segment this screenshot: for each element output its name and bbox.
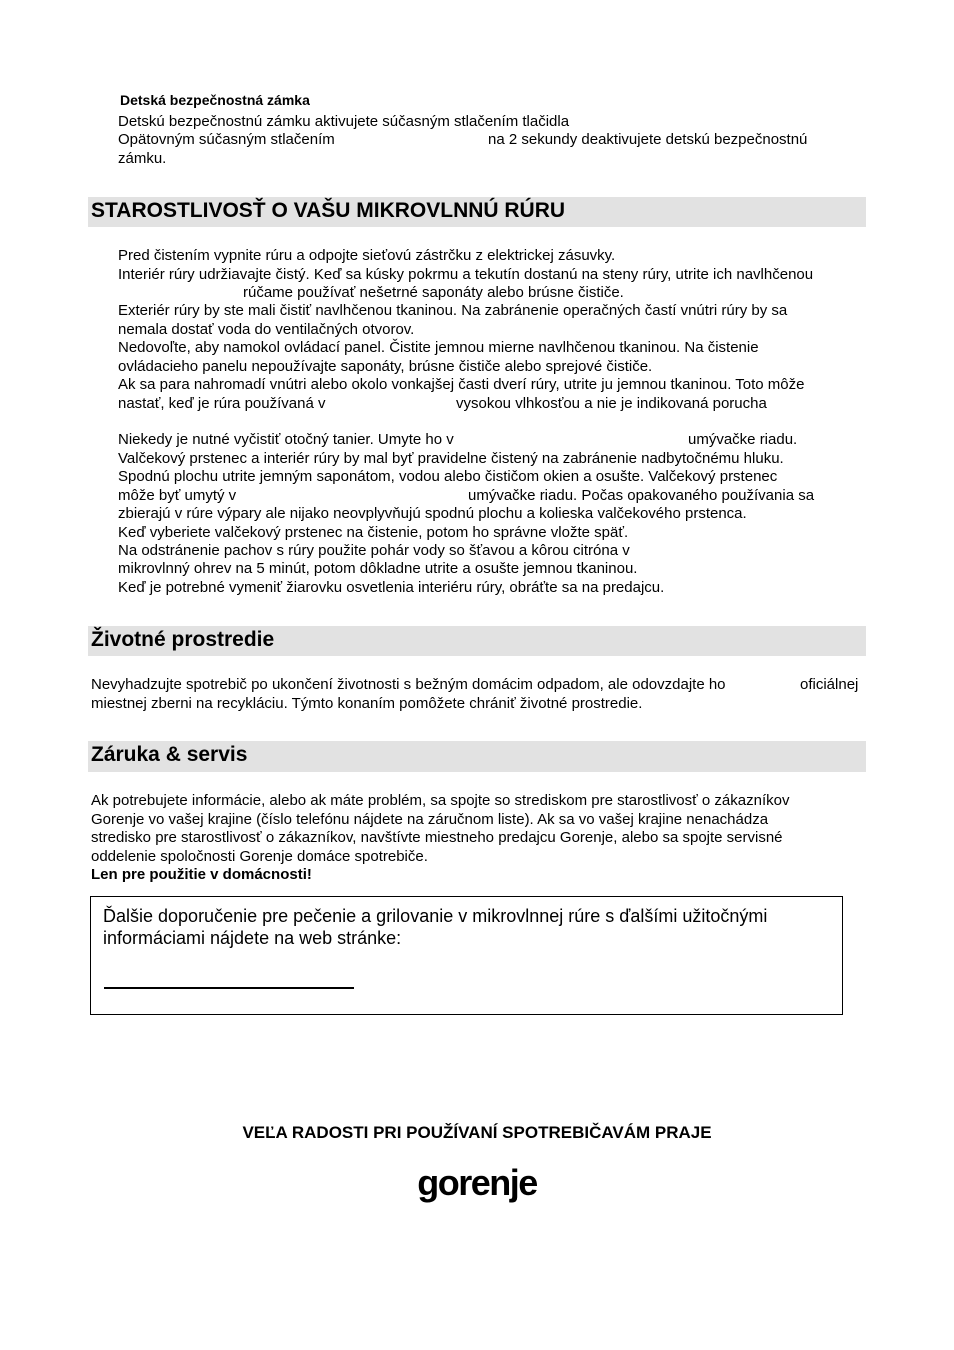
care-line-16: Na odstránenie pachov s rúry použite pohár vody so šťavou a kôrou citróna v xyxy=(118,542,630,559)
gorenje-logo: gorenje xyxy=(417,1162,537,1203)
env-line-1a: Nevyhadzujte spotrebič po ukončení životnosti s bežným domácim odpadom, ale odovzdajte ho xyxy=(91,676,726,693)
care-line-12: Spodnú plochu utrite jemným saponátom, vodou alebo čističom okien a osušte. Valčekový prstenec xyxy=(118,468,778,485)
warranty-line-3: stredisko pre starostlivosť o zákazníkov, navštívte miestneho predajcu Gorenje, alebo sa spojte servisné xyxy=(91,829,783,846)
lock-line-1: Detskú bezpečnostnú zámku aktivujete súčasným stlačením tlačidla xyxy=(118,113,570,130)
care-line-10b: umývačke riadu. xyxy=(688,431,798,448)
warranty-line-1: Ak potrebujete informácie, alebo ak máte problém, sa spojte so strediskom pre starostlivosť o zákazníkov xyxy=(91,792,790,809)
care-line-14: zbierajú v rúre výpary ale nijako neovplyvňujú spodnú plochu a kolieska valčekového prstenca. xyxy=(118,505,747,522)
care-line-11: Valčekový prstenec a interiér rúry by mal byť pravidelne čistený na zabránenie nadbytočnému hluku. xyxy=(118,450,784,467)
care-line-7: ovládacieho panelu nepoužívajte saponáty, brúsne čističe alebo sprejové čističe. xyxy=(118,358,653,375)
care-line-10a: Niekedy je nutné vyčistiť otočný tanier. Umyte ho v xyxy=(118,431,454,448)
box-line-1: Ďalšie doporučenie pre pečenie a grilovanie v mikrovlnnej rúre s ďalšími užitočnými xyxy=(103,906,768,926)
warranty-line-5: Len pre použitie v domácnosti! xyxy=(91,866,312,883)
env-heading: Životné prostredie xyxy=(91,628,275,651)
care-line-3: rúčame používať nešetrné saponáty alebo brúsne čističe. xyxy=(243,284,624,301)
env-heading-bar xyxy=(88,626,866,656)
care-line-18: Keď je potrebné vymeniť žiarovku osvetlenia interiéru rúry, obráťte sa na predajcu. xyxy=(118,579,665,596)
env-line-1b: oficiálnej xyxy=(800,676,859,693)
care-line-5: nemala dostať voda do ventilačných otvorov. xyxy=(118,321,415,338)
warranty-line-2: Gorenje vo vašej krajine (číslo telefónu nájdete na záručnom liste). Ak sa vo vašej krajine nenachádza xyxy=(91,811,769,828)
care-heading-bar xyxy=(88,197,866,227)
care-line-9a: nastať, keď je rúra používaná v xyxy=(118,395,326,412)
care-line-15: Keď vyberiete valčekový prstenec na čistenie, potom ho správne vložte späť. xyxy=(118,524,629,541)
lock-title: Detská bezpečnostná zámka xyxy=(120,92,310,108)
lock-line-2b: na 2 sekundy deaktivujete detskú bezpečnostnú xyxy=(488,131,808,148)
env-line-2: miestnej zberni na recykláciu. Týmto konaním pomôžete chrániť životné prostredie. xyxy=(91,695,643,712)
care-line-6: Nedovoľte, aby namokol ovládací panel. Čistite jemnou mierne navlhčenou tkaninou. Na čistenie xyxy=(118,339,759,356)
care-line-17: mikrovlnný ohrev na 5 minút, potom dôkladne utrite a osušte jemnou tkaninou. xyxy=(118,560,638,577)
care-line-2: Interiér rúry udržiavajte čistý. Keď sa kúsky pokrmu a tekutín dostanú na steny rúry, utrite ich navlhčenou xyxy=(118,266,814,283)
box-line-2: informáciami nájdete na web stránke: xyxy=(103,928,402,948)
footer-slogan: VEĽA RADOSTI PRI POUŽÍVANÍ SPOTREBIČAVÁM PRAJE xyxy=(242,1123,712,1142)
warranty-line-4: oddelenie spoločnosti Gorenje domáce spotrebiče. xyxy=(91,848,428,865)
lock-line-2a: Opätovným súčasným stlačením xyxy=(118,131,335,148)
care-line-8: Ak sa para nahromadí vnútri alebo okolo vonkajšej časti dverí rúry, utrite ju jemnou tkaninou. Toto môže xyxy=(118,376,805,393)
web-info-box xyxy=(90,896,843,1015)
care-heading: STAROSTLIVOSŤ O VAŠU MIKROVLNNÚ RÚRU xyxy=(91,199,566,222)
care-line-13a: môže byť umytý v xyxy=(118,487,237,504)
lock-line-3: zámku. xyxy=(118,150,167,167)
care-line-1: Pred čistením vypnite rúru a odpojte sieťovú zástrčku z elektrickej zásuvky. xyxy=(118,247,616,264)
url-blank-line xyxy=(104,987,354,989)
care-line-9b: vysokou vlhkosťou a nie je indikovaná porucha xyxy=(456,395,767,412)
care-line-13b: umývačke riadu. Počas opakovaného používania sa xyxy=(468,487,815,504)
care-line-4: Exteriér rúry by ste mali čistiť navlhčenou tkaninou. Na zabránenie operačných častí vnútri rúry by sa xyxy=(118,302,788,319)
warranty-heading-bar xyxy=(88,741,866,772)
warranty-heading: Záruka & servis xyxy=(91,743,248,766)
